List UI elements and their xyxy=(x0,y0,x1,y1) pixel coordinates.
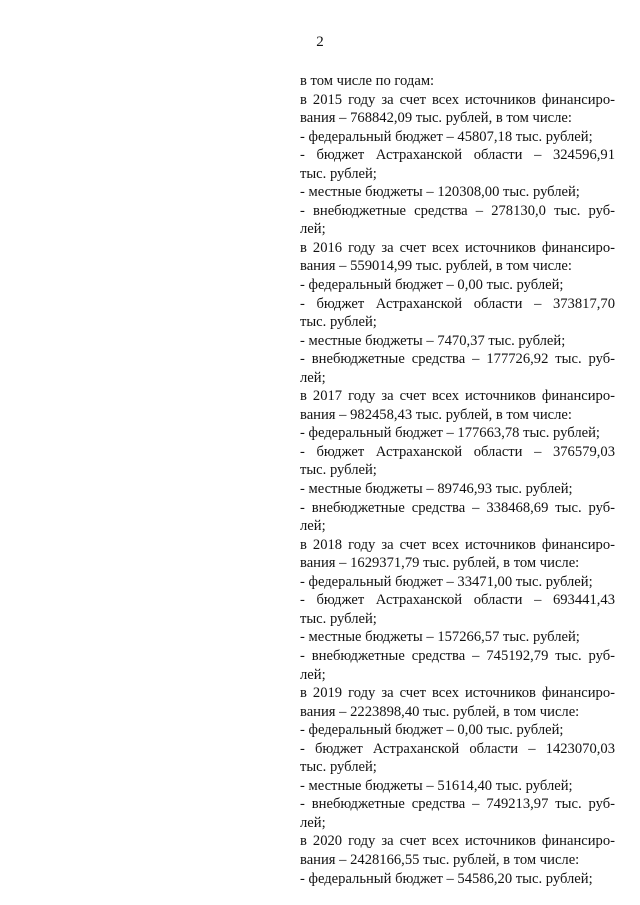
text-line: лей; xyxy=(300,814,326,831)
page-number: 2 xyxy=(316,34,324,50)
text-line: - федеральный бюджет – 45807,18 тыс. рублей; xyxy=(300,128,593,145)
text-line: - бюджет Астраханской области – 693441,43 xyxy=(300,592,615,609)
text-line: - бюджет Астраханской области – 373817,70 xyxy=(300,295,615,312)
text-line: в 2020 году за счет всех источников финансиро- xyxy=(300,833,615,850)
text-line: вания – 559014,99 тыс. рублей, в том числе: xyxy=(300,258,572,275)
text-line: в 2019 году за счет всех источников финансиро- xyxy=(300,685,615,702)
text-line: - местные бюджеты – 51614,40 тыс. рублей; xyxy=(300,777,573,794)
text-line: вания – 982458,43 тыс. рублей, в том числе: xyxy=(300,406,572,423)
text-line: - внебюджетные средства – 745192,79 тыс. руб- xyxy=(300,647,615,664)
text-line: в 2017 году за счет всех источников финансиро- xyxy=(300,388,615,405)
text-line: - бюджет Астраханской области – 324596,91 xyxy=(300,147,615,164)
text-line: - внебюджетные средства – 749213,97 тыс. руб- xyxy=(300,796,615,813)
text-line: - федеральный бюджет – 177663,78 тыс. рублей; xyxy=(300,425,600,442)
text-line: в 2016 году за счет всех источников финансиро- xyxy=(300,239,615,256)
text-line: вания – 2223898,40 тыс. рублей, в том числе: xyxy=(300,703,580,720)
text-line: - бюджет Астраханской области – 376579,03 xyxy=(300,443,615,460)
text-line: тыс. рублей; xyxy=(300,165,377,182)
funding-text-block xyxy=(300,72,615,888)
text-line: в том числе по годам: xyxy=(300,73,435,89)
text-line: - местные бюджеты – 89746,93 тыс. рублей; xyxy=(300,481,573,498)
text-line: в 2015 году за счет всех источников финансиро- xyxy=(300,91,615,108)
text-line: - внебюджетные средства – 177726,92 тыс. руб- xyxy=(300,351,615,368)
text-line: лей; xyxy=(300,369,326,386)
text-line: тыс. рублей; xyxy=(300,610,377,627)
text-line: - местные бюджеты – 120308,00 тыс. рублей; xyxy=(300,184,580,201)
text-line: лей; xyxy=(300,666,326,683)
text-line: вания – 2428166,55 тыс. рублей, в том числе: xyxy=(300,851,580,868)
text-line: в 2018 году за счет всех источников финансиро- xyxy=(300,536,615,553)
text-line: - внебюджетные средства – 278130,0 тыс. руб- xyxy=(300,202,615,219)
text-line: - федеральный бюджет – 54586,20 тыс. рублей; xyxy=(300,870,593,887)
text-line: - внебюджетные средства – 338468,69 тыс. руб- xyxy=(300,499,615,516)
text-line: вания – 768842,09 тыс. рублей, в том числе: xyxy=(300,110,572,127)
text-line: вания – 1629371,79 тыс. рублей, в том числе: xyxy=(300,555,580,572)
text-line: тыс. рублей; xyxy=(300,462,377,479)
text-line: тыс. рублей; xyxy=(300,314,377,331)
text-line: - федеральный бюджет – 33471,00 тыс. рублей; xyxy=(300,573,593,590)
text-line: лей; xyxy=(300,518,326,535)
text-line: тыс. рублей; xyxy=(300,759,377,776)
text-line: - федеральный бюджет – 0,00 тыс. рублей; xyxy=(300,277,564,294)
text-line: - местные бюджеты – 157266,57 тыс. рублей; xyxy=(300,629,580,646)
text-line: - местные бюджеты – 7470,37 тыс. рублей; xyxy=(300,332,566,349)
text-line: - бюджет Астраханской области – 1423070,03 xyxy=(300,740,615,757)
text-line: лей; xyxy=(300,221,326,238)
text-line: - федеральный бюджет – 0,00 тыс. рублей; xyxy=(300,722,564,739)
